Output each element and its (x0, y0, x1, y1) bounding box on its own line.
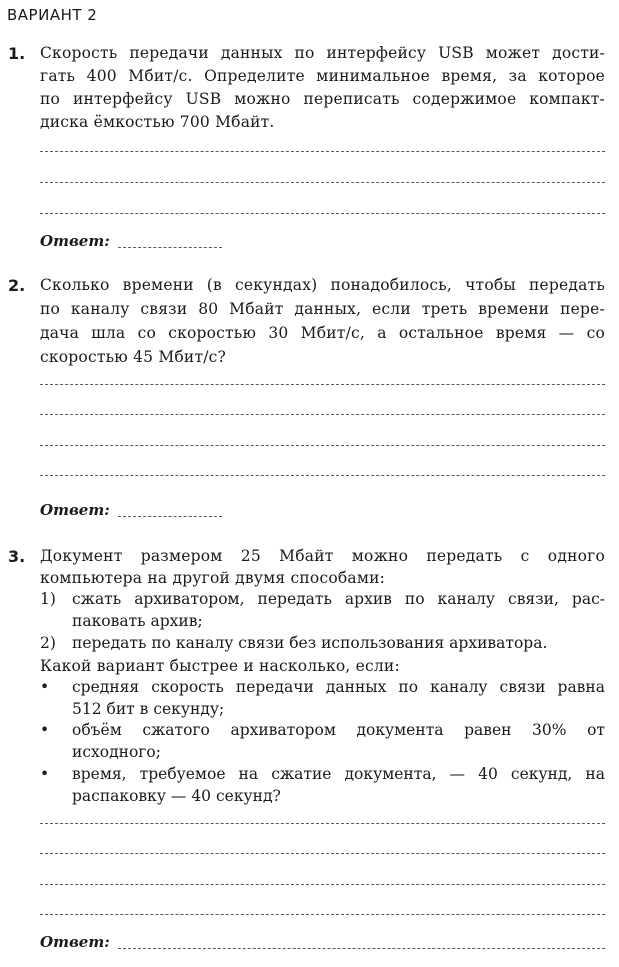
answer-writing-line[interactable] (40, 853, 605, 854)
option-text-line: сжать архиватором, передать архив по каналу связи, рас- (72, 590, 605, 608)
bullet-marker: • (40, 721, 50, 739)
answer-blank[interactable] (118, 516, 222, 517)
condition-text-line: исходного; (72, 743, 161, 761)
answer-label: Ответ: (40, 501, 110, 519)
variant-title: ВАРИАНТ 2 (7, 6, 98, 24)
task-text-line: компьютера на другой двумя способами: (40, 569, 386, 587)
option-marker: 1) (40, 590, 56, 608)
condition-text (72, 678, 605, 724)
answer-writing-line[interactable] (40, 884, 605, 885)
option-text (72, 590, 605, 636)
task-number: 3. (8, 547, 26, 566)
task-number: 2. (8, 276, 26, 295)
answer-writing-line[interactable] (40, 213, 605, 214)
task-text-line: по каналу связи 80 Мбайт данных, если треть времени пере- (40, 300, 605, 318)
condition-text-line: распаковку — 40 секунд? (72, 787, 281, 805)
answer-blank[interactable] (118, 247, 222, 248)
option-text (72, 634, 605, 656)
condition-text-line: 512 бит в секунду; (72, 700, 225, 718)
answer-writing-line[interactable] (40, 823, 605, 824)
option-marker: 2) (40, 634, 56, 652)
condition-text-line: объём сжатого архиватором документа равен 30% от (72, 721, 605, 739)
task-text-line: диска ёмкостью 700 Мбайт. (40, 113, 275, 131)
condition-text (72, 765, 605, 811)
task-text-line: по интерфейсу USB можно переписать содержимое компакт- (40, 90, 605, 108)
option-text-line: передать по каналу связи без использования архиватора. (72, 634, 548, 652)
answer-writing-line[interactable] (40, 445, 605, 446)
task-text-line: Скорость передачи данных по интерфейсу USB может дости- (40, 44, 605, 62)
answer-writing-line[interactable] (40, 182, 605, 183)
answer-blank[interactable] (118, 948, 605, 949)
task-text-line: гать 400 Мбит/с. Определите минимальное время, за которое (40, 67, 605, 85)
condition-text-line: время, требуемое на сжатие документа, — 40 секунд, на (72, 765, 605, 783)
answer-label: Ответ: (40, 232, 110, 250)
answer-label: Ответ: (40, 933, 110, 951)
answer-writing-line[interactable] (40, 914, 605, 915)
condition-text (72, 721, 605, 767)
task-text-line: Документ размером 25 Мбайт можно передать с одного (40, 547, 605, 565)
bullet-marker: • (40, 678, 50, 696)
bullet-marker: • (40, 765, 50, 783)
answer-writing-line[interactable] (40, 151, 605, 152)
task-text-line: дача шла со скоростью 30 Мбит/с, а остальное время — со (40, 324, 605, 342)
condition-text-line: средняя скорость передачи данных по каналу связи равна (72, 678, 605, 696)
answer-writing-line[interactable] (40, 414, 605, 415)
task-number: 1. (8, 44, 26, 63)
task-text-line: скоростью 45 Мбит/с? (40, 348, 227, 366)
option-text-line: паковать архив; (72, 612, 203, 630)
task-question-line: Какой вариант быстрее и насколько, если: (40, 657, 400, 675)
answer-writing-line[interactable] (40, 384, 605, 385)
answer-writing-line[interactable] (40, 475, 605, 476)
task-text-line: Сколько времени (в секундах) понадобилось, чтобы передать (40, 276, 605, 294)
